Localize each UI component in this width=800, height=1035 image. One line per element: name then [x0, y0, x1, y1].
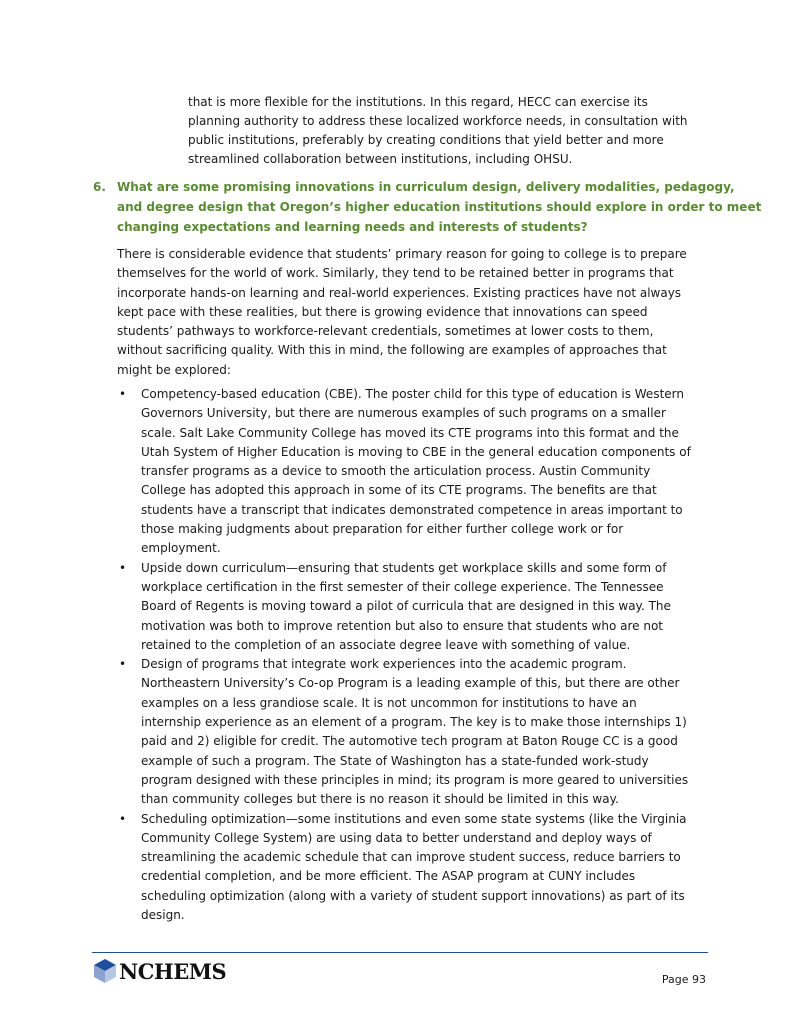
text-line: Community College System) are using data to better understand and deploy ways of [141, 830, 652, 845]
bullet-item [117, 655, 691, 809]
bullet-icon: • [119, 811, 127, 826]
text-line: changing expectations and learning needs and interests of students? [117, 220, 588, 234]
text-line: scale. Salt Lake Community College has moved its CTE programs into this format and the [141, 425, 679, 440]
text-line: retained to the completion of an associate degree leave with something of value. [141, 637, 631, 652]
bullet-item [117, 385, 691, 559]
bullet-icon: • [119, 657, 127, 672]
text-line: Northeastern University’s Co-op Program is a leading example of this, but there are other [141, 676, 680, 691]
bullet-list [117, 385, 691, 925]
bullet-icon: • [119, 560, 127, 575]
text-line: credential completion, and be more efficient. The ASAP program at CUNY includes [141, 869, 636, 884]
text-line: kept pace with these realities, but there is growing evidence that innovations can speed [117, 304, 648, 319]
text-line: employment. [141, 541, 221, 556]
page-number: Page 93 [661, 973, 706, 986]
text-line: Governors University, but there are numerous examples of such programs on a smaller [141, 406, 666, 421]
text-line: Scheduling optimization—some institutions and even some state systems (like the Virginia [141, 811, 687, 826]
text-line: College has adopted this approach in some of its CTE programs. The benefits are that [141, 483, 657, 498]
text-line: motivation was both to improve retention but also to ensure that students who are not [141, 618, 663, 633]
text-line: those making judgments about preparation for either further college work or for [141, 522, 624, 537]
text-line: internship experience as an element of a program. The key is to make those internships 1) [141, 715, 687, 730]
text-line: workplace certification in the first semester of their college experience. The Tennessee [141, 579, 664, 594]
footer-rule [92, 952, 708, 953]
text-line: that is more flexible for the institutions. In this regard, HECC can exercise its [188, 95, 648, 109]
text-line: students have a transcript that indicates demonstrated competence in areas important to [141, 502, 683, 517]
question-number: 6. [93, 180, 106, 194]
text-line: Utah System of Higher Education is moving to CBE in the general education components of [141, 444, 691, 459]
text-line: example of such a program. The State of Washington has a state-funded work-study [141, 753, 649, 768]
text-line: streamlining the academic schedule that can improve student success, reduce barriers to [141, 850, 681, 865]
text-line: Board of Regents is moving toward a pilot of curricula that are designed in this way. The [141, 599, 671, 614]
text-line: planning authority to address these localized workforce needs, in consultation with [188, 114, 688, 128]
text-line: Upside down curriculum—ensuring that students get workplace skills and some form of [141, 560, 667, 575]
text-line: students’ pathways to workforce-relevant credentials, sometimes at lower costs to them, [117, 324, 654, 339]
logo-text: NCHEMS [119, 958, 227, 984]
text-line: transfer programs as a device to smooth the articulation process. Austin Community [141, 464, 651, 479]
text-line: Design of programs that integrate work experiences into the academic program. [141, 657, 627, 672]
text-line: incorporate hands-on learning and real-world experiences. Existing practices have not always [117, 285, 682, 300]
nchems-logo [93, 958, 226, 984]
text-line: program designed with these principles in mind; its program is more geared to universities [141, 772, 689, 787]
text-line: paid and 2) eligible for credit. The automotive tech program at Baton Rouge CC is a good [141, 734, 678, 749]
cube-icon [93, 958, 117, 984]
text-line: than community colleges but there is no reason it should be limited in this way. [141, 792, 619, 807]
text-line: What are some promising innovations in curriculum design, delivery modalities, pedagogy, [117, 180, 735, 194]
body-paragraph [117, 245, 687, 380]
text-line: Competency-based education (CBE). The poster child for this type of education is Western [141, 387, 684, 401]
text-line: without sacrificing quality. With this in mind, the following are examples of approaches that [117, 343, 667, 358]
bullet-item [117, 810, 691, 926]
continued-paragraph [188, 93, 688, 169]
text-line: examples on a less grandiose scale. It is not uncommon for institutions to have an [141, 695, 637, 710]
bullet-icon: • [119, 387, 127, 401]
text-line: themselves for the world of work. Similarly, they tend to be retained better in programs that [117, 266, 674, 281]
text-line: scheduling optimization (along with a variety of student support innovations) as part of its [141, 888, 685, 903]
text-line: design. [141, 908, 185, 923]
text-line: might be explored: [117, 362, 231, 377]
bullet-item [117, 559, 691, 655]
text-line: public institutions, preferably by creating conditions that yield better and more [188, 133, 664, 147]
text-line: and degree design that Oregon’s higher education institutions should explore in order to meet [117, 200, 762, 214]
text-line: There is considerable evidence that students’ primary reason for going to college is to prepare [117, 247, 687, 261]
text-line: streamlined collaboration between institutions, including OHSU. [188, 152, 573, 166]
